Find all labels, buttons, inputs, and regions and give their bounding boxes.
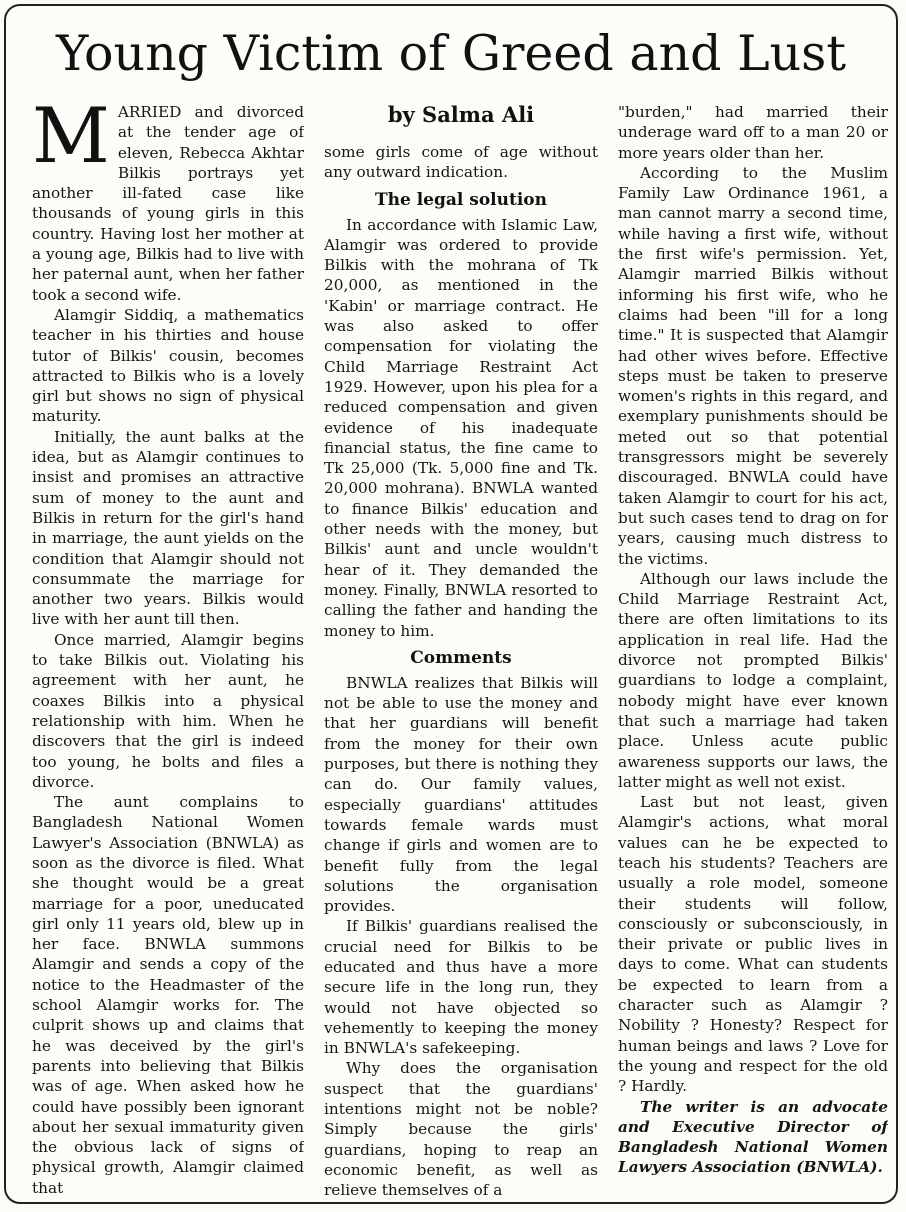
paragraph-5: The aunt complains to Bangladesh National Women Lawyer's Association (BNWLA) as soon as the divorce is filed. What she thought would be a great marriage for a poor, uneducated girl only 11 years old, blew up in her face. BNWLA summons Alamgir and sends a copy of the notice to the Headmaster of the school Alamgir works for. The culprit shows up and claims that he was deceived by the girl's parents into believing that Bilkis was of age. When asked how he could have possibly been ignorant about her sexual immaturity given the obvious lack of signs of physical growth, Alamgir claimed that (32, 793, 304, 1197)
paragraph-4: Once married, Alamgir begins to take Bilkis out. Violating his agreement with her aunt, he coaxes Bilkis into a physical relationship with him. When he discovers that the girl is indeed too young, he bolts and files a divorce. (32, 630, 304, 791)
column-1 (32, 102, 304, 1198)
paragraph-continued: some girls come of age without any outward indication. (324, 143, 598, 182)
paragraph-comments-1: BNWLA realizes that Bilkis will not be able to use the money and that her guardians will benefit from the money for their own purposes, but there is nothing they can do. Our family values, especially guardians' attitudes towards female wards must change if girls and women are to benefit fully from the legal solutions the organisation provides. (324, 673, 598, 916)
subheading-comments: Comments (410, 647, 512, 668)
paragraph-1-text: ARRIED and divorced at the tender age of eleven, Rebecca Akhtar Bilkis portrays yet another ill-fated case like thousands of young girls in this country. Having lost her mother at a young age, Bilkis had to live with her paternal aunt, when her father took a second wife. (32, 103, 304, 304)
paragraph-restraint-act: Although our laws include the Child Marriage Restraint Act, there are often limitations to its application in real life. Had the divorce not prompted Bilkis' guardians to lodge a complaint, nobody might have ever known that such a marriage had taken place. Unless acute public awareness supports our laws, the latter might as well not exist. (618, 569, 888, 791)
column-3 (618, 102, 888, 1198)
paragraph-comments-3: Why does the organisation suspect that the guardians' intentions might not be noble? Simply because the girls' guardians, hoping to reap an economic benefit, as well as relieve themselves of a (324, 1059, 598, 1198)
newspaper-clipping (4, 4, 898, 1204)
paragraph-comments-2: If Bilkis' guardians realised the crucial need for Bilkis to be educated and thus have a more secure life in the long run, they would not have objected so vehemently to keeping the money in BNWLA's safekeeping. (324, 917, 598, 1058)
byline: by Salma Ali (387, 102, 535, 127)
paragraph-legal: In accordance with Islamic Law, Alamgir was ordered to provide Bilkis with the mohrana of Tk 20,000, as mentioned in the 'Kabin' or marriage contract. He was also asked to offer compensation for violating the Child Marriage Restraint Act 1929. However, upon his plea for a reduced compensation and given evidence of his inadequate financial status, the fine came to Tk 25,000 (Tk. 5,000 fine and Tk. 20,000 mohrana). BNWLA wanted to finance Bilkis' education and other needs with the money, but Bilkis' aunt and uncle wouldn't hear of it. They demanded the money. Finally, BNWLA resorted to calling the father and handing the money to him. (324, 215, 598, 640)
drop-cap: M (32, 102, 110, 180)
paragraph-moral-values: Last but not least, given Alamgir's actions, what moral values can he be expected to teach his students? Teachers are usually a role model, someone their students will follow, consciously or subconsciously, in their private or public lives in days to come. What can students be expected to learn from a character such as Alamgir ? Nobility ? Honesty? Respect for human beings and laws ? Love for the young and respect for the old ? Hardly. (618, 793, 888, 1096)
paragraph-law-ordinance: According to the Muslim Family Law Ordinance 1961, a man cannot marry a second time, while having a first wife, without the first wife's permission. Yet, Alamgir married Bilkis without informing his first wife, who he claims had been "ill for a long time." It is suspected that Alamgir had other wives before. Effective steps must be taken to preserve women's rights in this regard, and exemplary punishments should be meted out so that potential transgressors might be severely discouraged. BNWLA could have taken Alamgir to court for his act, but such cases tend to drag on for years, causing much distress to the victims. (618, 163, 888, 568)
column-2 (324, 102, 598, 1198)
paragraph-continued-2: "burden," had married their underage ward off to a man 20 or more years older than her. (618, 103, 888, 162)
paragraph-2: Alamgir Siddiq, a mathematics teacher in his thirties and house tutor of Bilkis' cousin, becomes attracted to Bilkis who is a lovely girl but shows no sign of physical maturity. (32, 305, 304, 426)
headline: Young Victim of Greed and Lust (55, 25, 847, 82)
subheading-legal-solution: The legal solution (374, 189, 548, 210)
paragraph-1 (32, 102, 304, 305)
author-credit: The writer is an advocate and Executive Director of Bangladesh National Women Lawyers Association (BNWLA). (618, 1097, 888, 1177)
paragraph-3: Initially, the aunt balks at the idea, but as Alamgir continues to insist and promises an attractive sum of money to the aunt and Bilkis in return for the girl's hand in marriage, the aunt yields on the condition that Alamgir should not consummate the marriage for another two years. Bilkis would live with her aunt till then. (32, 427, 304, 629)
